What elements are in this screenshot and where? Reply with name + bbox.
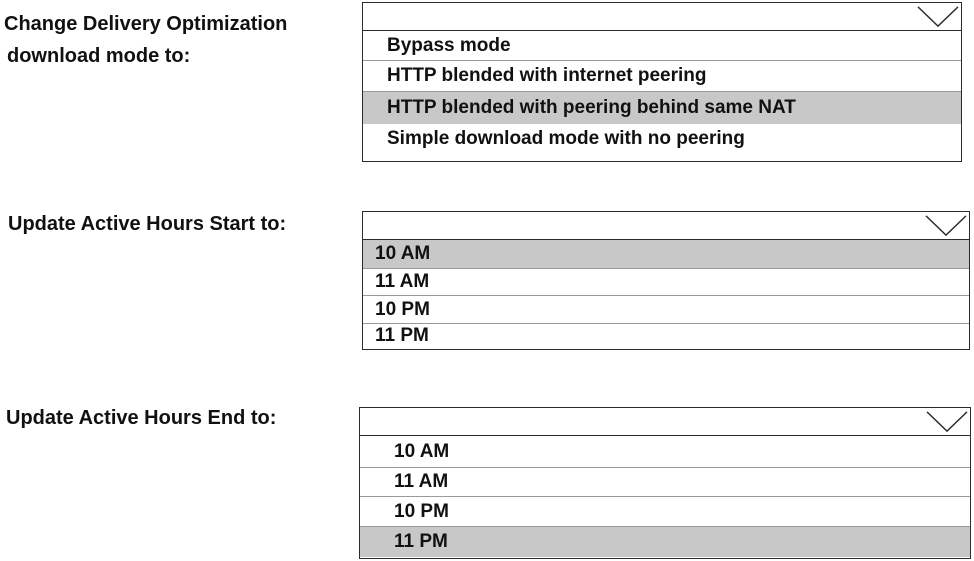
option-label: 10 AM: [394, 440, 450, 462]
dropdown-option-selected[interactable]: [363, 240, 969, 269]
option-label: 11 PM: [375, 325, 429, 346]
dropdown-option[interactable]: [363, 269, 969, 296]
option-label: 11 PM: [394, 531, 448, 552]
dropdown-header[interactable]: [363, 3, 961, 31]
delivery-optimization-dropdown[interactable]: [362, 2, 962, 162]
option-label: 10 PM: [375, 298, 430, 320]
chevron-down-icon[interactable]: [915, 3, 961, 30]
dropdown-option[interactable]: [363, 324, 969, 348]
question-1-label-line-2: download mode to:: [7, 45, 191, 67]
dropdown-header[interactable]: [360, 408, 970, 436]
dropdown-option[interactable]: [363, 124, 961, 154]
option-label: 10 PM: [394, 500, 449, 522]
option-label: HTTP blended with peering behind same NAT: [387, 97, 796, 118]
question-2-label: [8, 208, 286, 240]
active-hours-end-dropdown[interactable]: [359, 407, 971, 559]
question-3-label: [6, 402, 276, 434]
chevron-down-icon[interactable]: [924, 408, 970, 435]
dropdown-option[interactable]: [360, 497, 970, 527]
question-2-label-line-1: Update Active Hours Start to:: [8, 213, 287, 235]
chevron-down-icon[interactable]: [923, 212, 969, 239]
question-1-label-line-1: Change Delivery Optimization: [4, 13, 288, 35]
dropdown-option-selected[interactable]: [360, 527, 970, 557]
option-label: HTTP blended with internet peering: [387, 65, 707, 86]
option-label: Simple download mode with no peering: [387, 128, 745, 149]
question-3-label-line-1: Update Active Hours End to:: [6, 407, 277, 429]
dropdown-option[interactable]: [360, 436, 970, 468]
dropdown-option[interactable]: [363, 31, 961, 61]
active-hours-start-dropdown[interactable]: [362, 211, 970, 350]
option-label: Bypass mode: [387, 34, 511, 56]
question-1-label: [4, 8, 287, 72]
option-label: 11 AM: [394, 471, 449, 492]
option-label: 11 AM: [375, 271, 430, 292]
dropdown-header[interactable]: [363, 212, 969, 240]
option-label: 10 AM: [375, 243, 431, 264]
dropdown-option[interactable]: [363, 61, 961, 92]
dropdown-option[interactable]: [360, 468, 970, 497]
dropdown-option-selected[interactable]: [363, 92, 961, 124]
dropdown-option[interactable]: [363, 296, 969, 324]
